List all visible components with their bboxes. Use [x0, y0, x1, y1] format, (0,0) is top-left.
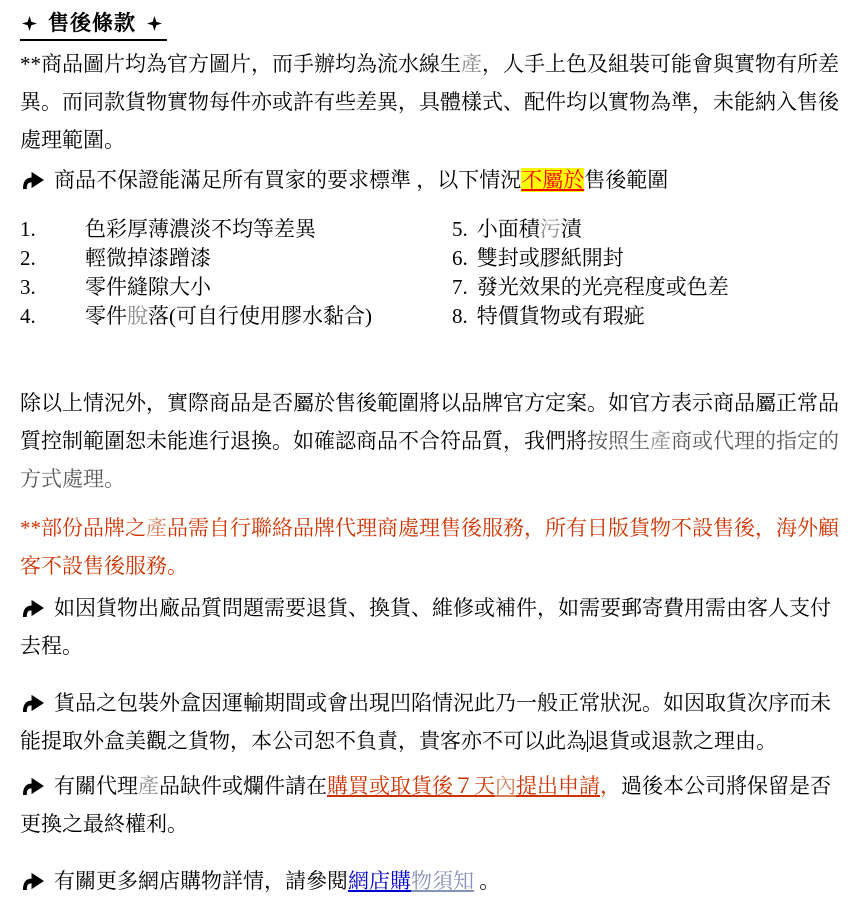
notice-line [20, 161, 848, 199]
list-number: 7. [452, 275, 468, 299]
list-number: 8. [452, 304, 468, 328]
exclusion-row [20, 273, 848, 302]
deadline-emphasis: 提出申請 [516, 774, 600, 798]
text-run: 污 [539, 217, 561, 241]
text-run: 品需自行聯絡品牌代理商處理售後服務，所有日版貨物不設售後，海外顧客不設售後服務。 [20, 516, 839, 578]
text-run: **商品圖片均為官方圖片，而手辦均為流水線生 [20, 52, 461, 76]
exclusion-row [20, 244, 848, 273]
exclusion-item [85, 273, 452, 302]
text-run: 產 [461, 52, 482, 76]
text-run: 。 [474, 869, 501, 893]
list-number: 4. [20, 304, 36, 328]
text-run: 品缺件或爛件請在 [159, 774, 327, 798]
text-run: 如因貨物出廠品質問題需要退貨、換貨、維修或補件，如需要郵寄費用需由客人支付去程。 [20, 596, 831, 658]
text-run: 按照生 [587, 429, 650, 453]
text-run: 色彩厚薄濃淡不均等差異 [85, 217, 316, 241]
exclusion-item [452, 302, 848, 331]
text-run: 商品不保證能滿足所有買家的要求標準 ，以下情況 [54, 168, 522, 192]
arrow-right-icon [20, 169, 45, 190]
not-covered-highlight: 不屬於 [521, 168, 585, 192]
text-run: ， [600, 774, 621, 798]
text-run: 退貨或退款之理由。 [588, 729, 777, 753]
missing-parts-note [20, 767, 848, 843]
text-run: 漬 [560, 217, 582, 241]
title-row [20, 8, 848, 41]
intro-paragraph [20, 45, 848, 159]
text-run: 有關代理 [54, 774, 138, 798]
text-run: 貨品之包裝外盒因運輸期間或會出現凹陷情況此乃一般正常狀況。如因取貨次序而未能提取外盒美觀之貨物，本公司恕不負責，貴客亦不可以此為 [20, 691, 831, 753]
text-run: 零件 [85, 304, 127, 328]
text-run: 特價貨物或有瑕疵 [476, 304, 645, 328]
deadline-emphasis: 購買或取貨後７天 [327, 774, 495, 798]
text-run: 輕微掉漆蹭漆 [85, 246, 211, 270]
arrow-right-icon [20, 870, 45, 891]
page-title [20, 8, 167, 41]
text-run: 產 [650, 429, 671, 453]
page-title-text: 售後條款 [48, 11, 136, 35]
list-number: 1. [20, 217, 36, 241]
exclusion-row [20, 215, 848, 244]
text-run: 產 [138, 774, 159, 798]
arrow-right-icon [20, 775, 45, 796]
shipping-fee-note [20, 589, 848, 665]
text-run: ，人手上色及組裝可能會與實物有所差異。而同款貨物實物每件亦或許有些差異，具體樣式、配件均以實物為準，未能納入售後處理範圍。 [20, 52, 839, 152]
list-number: 6. [452, 246, 468, 270]
store-shopping-notice-link[interactable]: 網店購 [348, 869, 411, 893]
text-run: 售後範圍 [584, 168, 669, 192]
text-run: 有關更多網店購物詳情，請參閱 [54, 869, 348, 893]
packaging-note [20, 684, 848, 760]
text-run: 雙封或膠紙開封 [476, 246, 624, 270]
text-run: 商或代理的指定的方式處理。 [20, 429, 839, 491]
exclusion-row [20, 302, 848, 331]
exclusion-item [452, 215, 848, 244]
exclusion-item [452, 273, 848, 302]
list-number: 5. [452, 217, 468, 241]
list-number: 3. [20, 275, 36, 299]
four-pointed-star-icon [147, 16, 162, 31]
text-run: 除以上情況外，實際商品是否屬於售後範圍將以品牌官方定案。如官方表示商品屬正常品質控制範圍恕未能進行退換。如確認商品不合符品質，我們將 [20, 391, 839, 453]
text-run: 脫 [127, 304, 148, 328]
exclusion-item [85, 302, 452, 331]
exclusion-item [85, 215, 452, 244]
exclusion-item [452, 244, 848, 273]
four-pointed-star-icon [22, 16, 37, 31]
arrow-right-icon [20, 692, 45, 713]
text-run: **部份品牌之 [20, 516, 146, 540]
list-number: 2. [20, 246, 36, 270]
text-run: 發光效果的光亮程度或色差 [476, 275, 729, 299]
text-run: 零件縫隙大小 [85, 275, 211, 299]
text-run: 產 [146, 516, 167, 540]
more-info-note [20, 862, 848, 900]
text-run: 內 [495, 774, 516, 798]
text-run: 小面積 [476, 217, 540, 241]
brand-service-note [20, 509, 848, 585]
policy-paragraph [20, 384, 848, 498]
exclusion-list [20, 215, 848, 331]
text-run: 落(可自行使用膠水黏合) [148, 304, 372, 328]
exclusion-item [85, 244, 452, 273]
arrow-right-icon [20, 597, 45, 618]
store-shopping-notice-link[interactable]: 物須知 [411, 869, 474, 893]
text-run: 過後本公司將保留是否更換之最終權利。 [20, 774, 831, 836]
